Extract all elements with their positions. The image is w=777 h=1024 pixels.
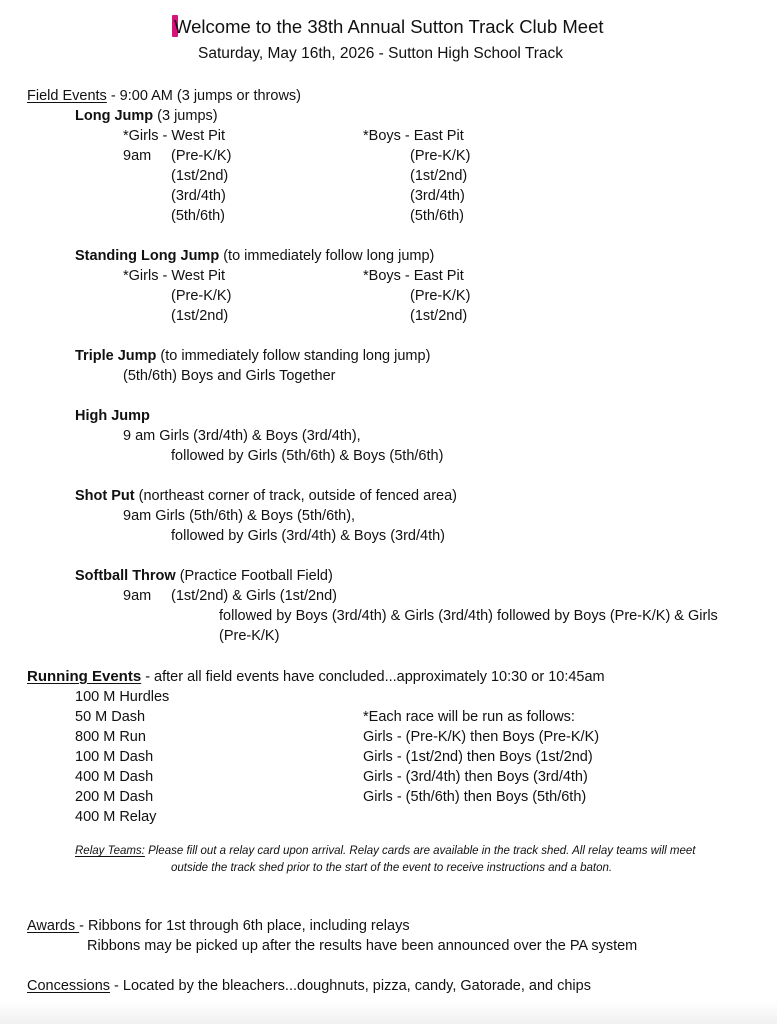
softball-throw-detail: followed by Boys (3rd/4th) & Girls (3rd/4th) followed by Boys (Pre-K/K) & Girls bbox=[219, 608, 718, 624]
triple-jump-heading bbox=[75, 347, 430, 365]
shot-put-detail: 9am Girls (5th/6th) & Boys (5th/6th), bbox=[123, 508, 356, 524]
long-jump-name: Long Jump bbox=[75, 108, 154, 124]
standing-long-jump-boys-header: *Boys - East Pit bbox=[363, 268, 464, 284]
relay-teams-text: Please fill out a relay card upon arrival. Relay cards are available in the track shed. All relay teams will meet bbox=[144, 845, 696, 857]
concessions-text: - Located by the bleachers...doughnuts, pizza, candy, Gatorade, and chips bbox=[110, 978, 591, 994]
long-jump-time: 9am bbox=[123, 148, 152, 164]
field-events-time: - 9:00 AM (3 jumps or throws) bbox=[106, 88, 301, 104]
long-jump-boys-group: (5th/6th) bbox=[410, 208, 464, 224]
running-event-item: 800 M Run bbox=[75, 729, 146, 745]
shot-put-note: (northeast corner of track, outside of fenced area) bbox=[134, 488, 458, 504]
running-event-item: 100 M Dash bbox=[75, 749, 154, 765]
high-jump-detail: followed by Girls (5th/6th) & Boys (5th/6th) bbox=[171, 448, 444, 464]
softball-throw-detail: (Pre-K/K) bbox=[219, 628, 280, 644]
page-bottom-shade bbox=[0, 1002, 777, 1024]
triple-jump-note: (to immediately follow standing long jump) bbox=[156, 348, 431, 364]
relay-teams-text-2: outside the track shed prior to the start of the event to receive instructions and a baton. bbox=[171, 862, 613, 874]
running-events-time: - after all field events have concluded...approximately 10:30 or 10:45am bbox=[141, 669, 605, 685]
running-events-heading: Running Events bbox=[27, 668, 142, 685]
standing-long-jump-girls-group: (1st/2nd) bbox=[171, 308, 229, 324]
softball-throw-time: 9am bbox=[123, 588, 152, 604]
field-events-heading-line bbox=[27, 87, 301, 105]
long-jump-girls-group: (5th/6th) bbox=[171, 208, 225, 224]
shot-put-name: Shot Put bbox=[75, 488, 135, 504]
long-jump-boys-header: *Boys - East Pit bbox=[363, 128, 464, 144]
long-jump-girls-group: (Pre-K/K) bbox=[171, 148, 232, 164]
running-event-item: 400 M Relay bbox=[75, 809, 157, 825]
long-jump-boys-group: (Pre-K/K) bbox=[410, 148, 471, 164]
long-jump-heading bbox=[75, 107, 218, 125]
document-title: Welcome to the 38th Annual Sutton Track Club Meet bbox=[174, 16, 604, 37]
race-order-item: Girls - (1st/2nd) then Boys (1st/2nd) bbox=[363, 749, 593, 765]
softball-throw-detail: (1st/2nd) & Girls (1st/2nd) bbox=[171, 588, 337, 604]
running-event-item: 50 M Dash bbox=[75, 709, 146, 725]
standing-long-jump-boys-group: (1st/2nd) bbox=[410, 308, 468, 324]
standing-long-jump-name: Standing Long Jump bbox=[75, 248, 220, 264]
relay-teams-label: Relay Teams: bbox=[75, 845, 145, 857]
running-event-item: 400 M Dash bbox=[75, 769, 154, 785]
high-jump-name: High Jump bbox=[75, 408, 150, 424]
triple-jump-name: Triple Jump bbox=[75, 348, 157, 364]
running-event-item: 100 M Hurdles bbox=[75, 689, 170, 705]
running-events-heading-line bbox=[27, 668, 605, 686]
triple-jump-detail: (5th/6th) Boys and Girls Together bbox=[123, 368, 336, 384]
race-order-item: Girls - (Pre-K/K) then Boys (Pre-K/K) bbox=[363, 729, 600, 745]
standing-long-jump-girls-header: *Girls - West Pit bbox=[123, 268, 226, 284]
relay-teams-note bbox=[75, 844, 695, 859]
awards-heading: Awards bbox=[27, 918, 80, 934]
race-order-title: *Each race will be run as follows: bbox=[363, 709, 575, 725]
race-order-item: Girls - (5th/6th) then Boys (5th/6th) bbox=[363, 789, 587, 805]
long-jump-note: (3 jumps) bbox=[153, 108, 218, 124]
standing-long-jump-heading bbox=[75, 247, 434, 265]
awards-text: - Ribbons for 1st through 6th place, including relays bbox=[79, 918, 410, 934]
high-jump-detail: 9 am Girls (3rd/4th) & Boys (3rd/4th), bbox=[123, 428, 361, 444]
field-events-heading: Field Events bbox=[27, 88, 107, 104]
shot-put-heading bbox=[75, 487, 457, 505]
document-subtitle: Saturday, May 16th, 2026 - Sutton High School Track bbox=[198, 45, 564, 62]
softball-throw-name: Softball Throw bbox=[75, 568, 176, 584]
concessions-heading: Concessions bbox=[27, 978, 111, 994]
long-jump-boys-group: (3rd/4th) bbox=[410, 188, 465, 204]
softball-throw-heading bbox=[75, 567, 333, 585]
standing-long-jump-note: (to immediately follow long jump) bbox=[219, 248, 435, 264]
standing-long-jump-girls-group: (Pre-K/K) bbox=[171, 288, 232, 304]
concessions-line bbox=[27, 977, 591, 995]
shot-put-detail: followed by Girls (3rd/4th) & Boys (3rd/4th) bbox=[171, 528, 445, 544]
running-event-item: 200 M Dash bbox=[75, 789, 154, 805]
long-jump-boys-group: (1st/2nd) bbox=[410, 168, 468, 184]
awards-line bbox=[27, 917, 410, 935]
race-order-item: Girls - (3rd/4th) then Boys (3rd/4th) bbox=[363, 769, 588, 785]
standing-long-jump-boys-group: (Pre-K/K) bbox=[410, 288, 471, 304]
long-jump-girls-group: (1st/2nd) bbox=[171, 168, 229, 184]
long-jump-girls-header: *Girls - West Pit bbox=[123, 128, 226, 144]
awards-text-2: Ribbons may be picked up after the results have been announced over the PA system bbox=[87, 938, 638, 954]
long-jump-girls-group: (3rd/4th) bbox=[171, 188, 226, 204]
softball-throw-note: (Practice Football Field) bbox=[175, 568, 333, 584]
